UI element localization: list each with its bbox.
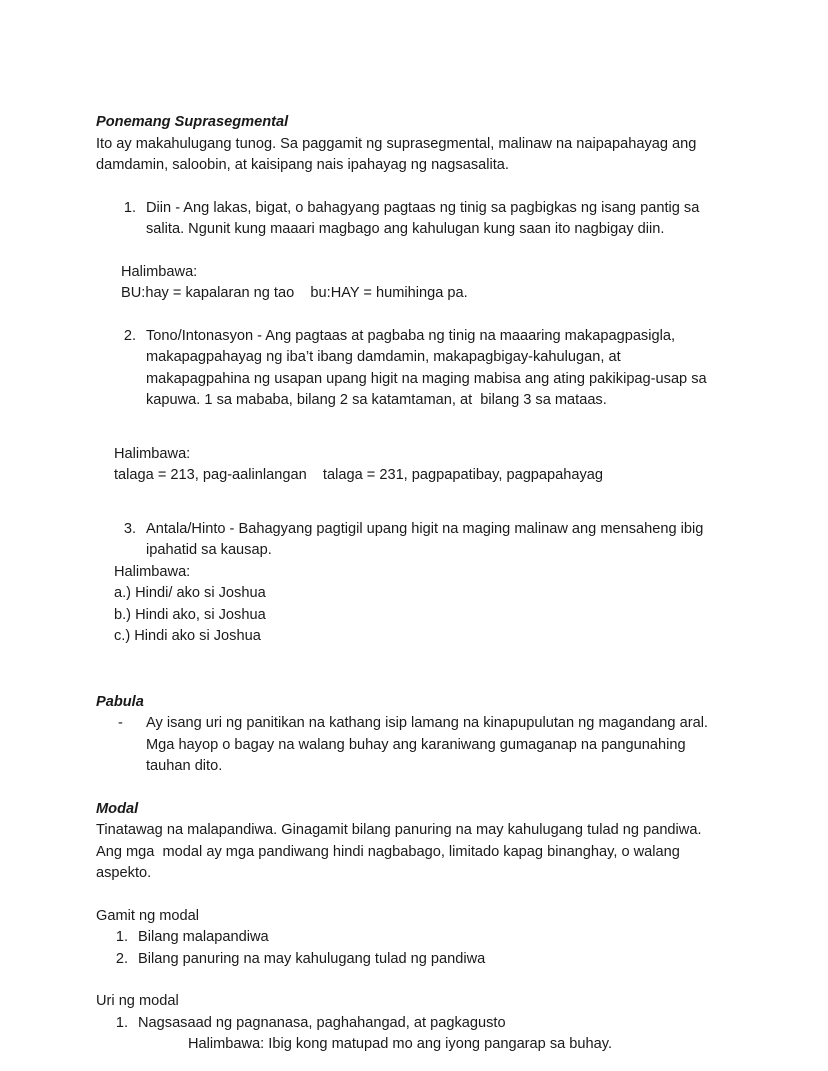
list-item-text: Diin - Ang lakas, bigat, o bahagyang pagtaas ng tinig sa pagbigkas ng isang pantig sa salita. Ngunit kung maaari magbago ang kahulugan kung saan ito nagbigay diin. <box>146 199 704 237</box>
section-heading-modal: Modal <box>96 800 139 817</box>
list-item-text: Nagsasaad ng pagnanasa, paghahangad, at pagkagusto <box>138 1014 506 1031</box>
list-marker-dash: - <box>118 715 123 731</box>
example-block-halimbawa-antala <box>96 562 720 648</box>
list-item-text: Bilang panuring na may kahulugang tulad ng pandiwa <box>138 950 486 967</box>
list-item-tono-intonasyon <box>96 326 720 412</box>
example-label: Halimbawa: <box>121 263 198 280</box>
document-body <box>96 112 720 1056</box>
list-marker: 1. <box>115 929 128 945</box>
example-line: talaga = 213, pag-aalinlangan talaga = 231, pagpapatibay, pagpapahayag <box>114 467 604 483</box>
list-item-antala-hinto <box>96 519 720 562</box>
example-block-halimbawa-diin <box>96 262 720 305</box>
list-item-uri-1 <box>96 1013 720 1035</box>
list-item-pabula-definition <box>96 713 720 778</box>
example-line-a: a.) Hindi/ ako si Joshua <box>114 585 266 601</box>
section-heading-pabula: Pabula <box>96 693 144 710</box>
list-item-text: Ay isang uri ng panitikan na kathang isip lamang na kinapupulutan ng magandang aral. Mga hayop o bagay na walang buhay ang karaniwang gumaganap na pangunahing tauhan dito. <box>146 715 713 774</box>
example-line: BU:hay = kapalaran ng tao bu:HAY = humihinga pa. <box>121 285 468 301</box>
list-item-gamit-1 <box>96 927 720 949</box>
example-block-halimbawa-tono <box>96 444 720 487</box>
example-line-c: c.) Hindi ako si Joshua <box>114 628 261 644</box>
example-line-b: b.) Hindi ako, si Joshua <box>114 606 266 623</box>
example-label: Halimbawa: <box>114 563 191 580</box>
section-heading-ponemang-suprasegmental: Ponemang Suprasegmental <box>96 114 289 130</box>
section-intro-modal: Tinatawag na malapandiwa. Ginagamit bilang panuring na may kahulugang tulad ng pandiwa. Ang mga modal ay mga pandiwang hindi nagbabago, limitado kapag binanghay, o walang aspekto. <box>96 822 705 881</box>
list-item-gamit-2 <box>96 949 720 971</box>
section-intro-ponemang-suprasegmental: Ito ay makahulugang tunog. Sa paggamit ng suprasegmental, malinaw na naipapahayag ang damdamin, saloobin, at kaisipang nais ipahayag ng nagsasalita. <box>96 135 701 173</box>
subsection-label-gamit-ng-modal: Gamit ng modal <box>96 907 200 924</box>
nested-example-uri-1: Halimbawa: Ibig kong matupad mo ang iyong pangarap sa buhay. <box>188 1036 613 1052</box>
list-marker: 1. <box>115 1014 128 1031</box>
example-label: Halimbawa: <box>114 445 191 462</box>
list-marker: 2. <box>123 327 136 344</box>
list-marker: 1. <box>123 199 136 216</box>
list-item-text: Tono/Intonasyon - Ang pagtaas at pagbaba ng tinig na maaaring makapagpasigla, makapagpahayag ng iba’t ibang damdamin, makapagbigay-kahulugan, at makapagpahina ng usapan upang higit na maging mabisa ang ating pakikipag-usap sa kapuwa. 1 sa mababa, bilang 2 sa katamtaman, at bilang 3 sa mataas. <box>146 327 711 408</box>
list-item-text: Antala/Hinto - Bahagyang pagtigil upang higit na maging malinaw ang mensaheng ibig ipahatid sa kausap. <box>146 520 708 558</box>
subsection-label-uri-ng-modal: Uri ng modal <box>96 993 179 1009</box>
list-marker: 2. <box>115 950 128 967</box>
list-item-text: Bilang malapandiwa <box>138 929 269 945</box>
list-marker: 3. <box>123 520 136 537</box>
list-item-diin <box>96 198 720 241</box>
